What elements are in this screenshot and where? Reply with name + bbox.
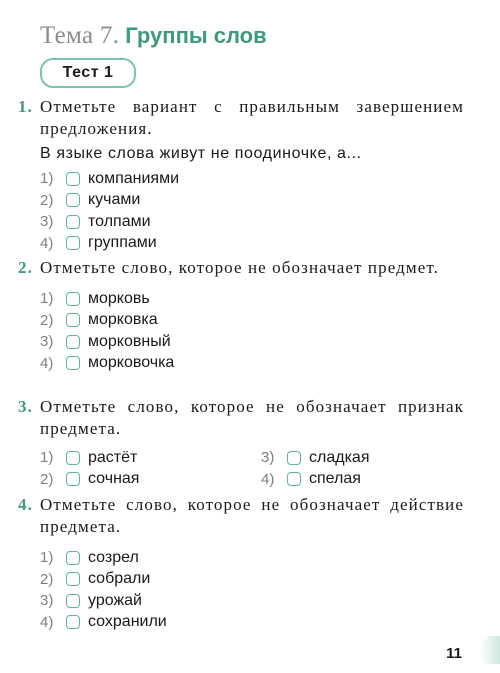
option-label: созрел bbox=[88, 548, 139, 566]
option-label: растёт bbox=[88, 448, 138, 466]
question-text: Отметьте вариант с правильным завершением предложения. bbox=[40, 97, 464, 138]
question-header bbox=[18, 396, 464, 440]
question-number: 1. bbox=[18, 97, 33, 116]
answer-checkbox[interactable] bbox=[66, 572, 80, 586]
question-2 bbox=[18, 257, 464, 374]
answer-checkbox[interactable] bbox=[66, 215, 80, 229]
option-number: 2) bbox=[40, 311, 54, 329]
answer-option[interactable] bbox=[40, 211, 464, 233]
question-number: 2. bbox=[18, 258, 33, 277]
question-text: Отметьте слово, которое не обозначает действие предмета. bbox=[40, 495, 464, 536]
question-prompt: В языке слова живут не поодиночке, а... bbox=[40, 145, 362, 162]
page-number: 11 bbox=[446, 645, 462, 662]
topic-title bbox=[40, 22, 267, 50]
option-label: компаниями bbox=[88, 169, 180, 187]
answer-checkbox[interactable] bbox=[66, 551, 80, 565]
answer-checkbox[interactable] bbox=[287, 451, 301, 465]
answer-option[interactable] bbox=[40, 310, 464, 332]
option-label: морковочка bbox=[88, 354, 175, 372]
page-corner-tab bbox=[480, 636, 500, 664]
option-label: кучами bbox=[88, 191, 141, 209]
answer-option[interactable] bbox=[40, 331, 464, 353]
question-text: Отметьте слово, которое не обозначает признак предмета. bbox=[40, 397, 464, 438]
answer-option[interactable] bbox=[40, 288, 464, 310]
test-badge bbox=[40, 58, 136, 88]
option-number: 1) bbox=[40, 549, 54, 567]
option-number: 4) bbox=[40, 354, 54, 372]
option-label: сохранили bbox=[88, 613, 167, 631]
option-label: спелая bbox=[309, 470, 361, 488]
topic-prefix: Тема 7. bbox=[40, 22, 120, 49]
option-number: 2) bbox=[40, 191, 54, 209]
question-number: 4. bbox=[18, 495, 33, 514]
option-number: 4) bbox=[261, 470, 275, 488]
option-number: 2) bbox=[40, 470, 54, 488]
option-number: 1) bbox=[40, 449, 54, 467]
answer-checkbox[interactable] bbox=[66, 356, 80, 370]
answer-option[interactable] bbox=[40, 547, 464, 569]
answer-option[interactable] bbox=[40, 168, 464, 190]
option-label: морковка bbox=[88, 311, 158, 329]
answer-option[interactable] bbox=[40, 590, 464, 612]
question-1 bbox=[18, 96, 464, 254]
answer-checkbox[interactable] bbox=[287, 472, 301, 486]
answer-checkbox[interactable] bbox=[66, 236, 80, 250]
option-number: 4) bbox=[40, 234, 54, 252]
question-4 bbox=[18, 494, 464, 633]
option-label: собрали bbox=[88, 570, 151, 588]
question-number: 3. bbox=[18, 397, 33, 416]
option-number: 1) bbox=[40, 170, 54, 188]
question-header bbox=[18, 257, 464, 279]
option-label: толпами bbox=[88, 212, 151, 230]
option-number: 4) bbox=[40, 613, 54, 631]
answer-checkbox[interactable] bbox=[66, 313, 80, 327]
option-label: сочная bbox=[88, 470, 140, 488]
answer-option[interactable] bbox=[40, 447, 261, 469]
option-number: 3) bbox=[40, 592, 54, 610]
answer-checkbox[interactable] bbox=[66, 335, 80, 349]
answer-option[interactable] bbox=[261, 447, 461, 469]
answer-option[interactable] bbox=[40, 190, 464, 212]
option-number: 3) bbox=[261, 449, 275, 467]
option-number: 3) bbox=[40, 213, 54, 231]
topic-name: Группы слов bbox=[125, 23, 267, 48]
answer-option[interactable] bbox=[40, 233, 464, 255]
option-number: 2) bbox=[40, 570, 54, 588]
answer-checkbox[interactable] bbox=[66, 193, 80, 207]
option-label: морковный bbox=[88, 332, 171, 350]
options-grid bbox=[40, 447, 464, 490]
question-text: Отметьте слово, которое не обозначает предмет. bbox=[40, 258, 439, 277]
question-header bbox=[18, 96, 464, 140]
answer-checkbox[interactable] bbox=[66, 615, 80, 629]
option-label: сладкая bbox=[309, 448, 370, 466]
option-number: 3) bbox=[40, 333, 54, 351]
answer-option[interactable] bbox=[40, 353, 464, 375]
answer-checkbox[interactable] bbox=[66, 451, 80, 465]
question-header bbox=[18, 494, 464, 538]
options-list bbox=[40, 547, 464, 633]
answer-option[interactable] bbox=[40, 612, 464, 634]
answer-checkbox[interactable] bbox=[66, 292, 80, 306]
option-label: морковь bbox=[88, 289, 150, 307]
options-list bbox=[40, 288, 464, 374]
options-list bbox=[40, 168, 464, 254]
test-label: Тест 1 bbox=[62, 64, 114, 81]
answer-checkbox[interactable] bbox=[66, 594, 80, 608]
option-number: 1) bbox=[40, 290, 54, 308]
answer-option[interactable] bbox=[40, 569, 464, 591]
answer-checkbox[interactable] bbox=[66, 172, 80, 186]
answer-option[interactable] bbox=[261, 469, 461, 491]
option-label: группами bbox=[88, 234, 157, 252]
answer-option[interactable] bbox=[40, 469, 261, 491]
question-3 bbox=[18, 396, 464, 490]
answer-checkbox[interactable] bbox=[66, 472, 80, 486]
option-label: урожай bbox=[88, 591, 142, 609]
